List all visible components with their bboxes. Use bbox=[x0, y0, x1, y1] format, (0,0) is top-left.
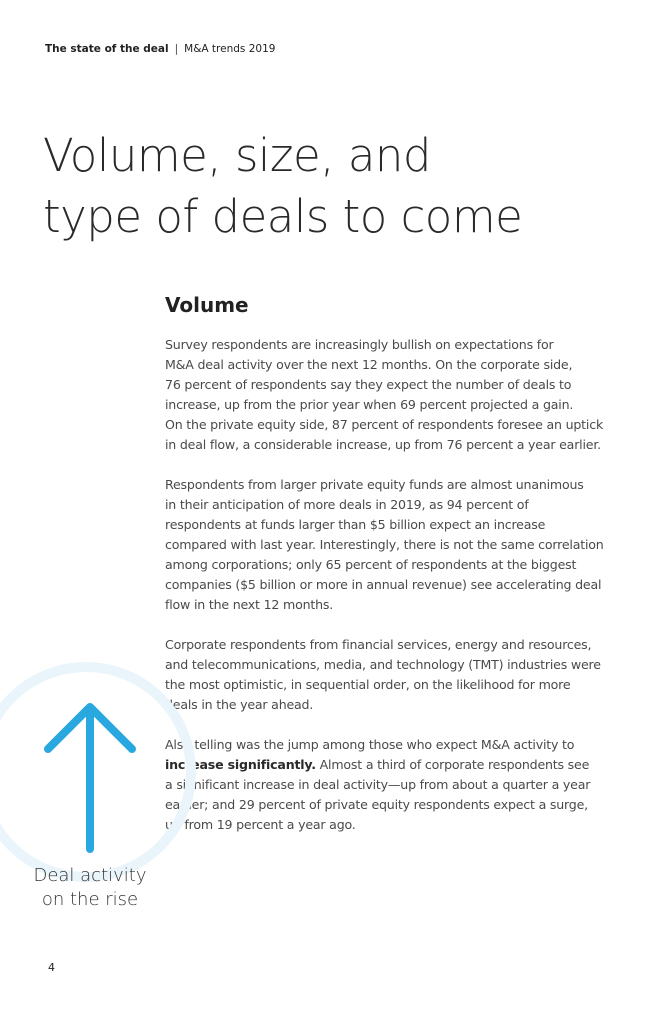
caption-line-1: Deal activity bbox=[33, 865, 147, 886]
header-separator: | bbox=[174, 43, 179, 55]
paragraph-1 bbox=[165, 335, 620, 455]
report-title: The state of the deal bbox=[45, 43, 169, 55]
page-title-line-2: type of deals to come bbox=[43, 190, 523, 243]
text-line: Respondents from larger private equity funds are almost unanimous bbox=[165, 477, 584, 492]
text-line bbox=[165, 755, 620, 775]
text-line: in deal flow, a considerable increase, up from 76 percent a year earlier. bbox=[165, 437, 601, 452]
running-header bbox=[45, 43, 275, 55]
callout-caption bbox=[20, 864, 160, 912]
text-line: Corporate respondents from financial services, energy and resources, bbox=[165, 637, 592, 652]
emphasis-text: increase significantly. bbox=[165, 757, 316, 772]
text-line: up from 19 percent a year ago. bbox=[165, 817, 356, 832]
text-line: a significant increase in deal activity—up from about a quarter a year bbox=[165, 777, 591, 792]
text-line: among corporations; only 65 percent of respondents at the biggest bbox=[165, 557, 577, 572]
paragraph-2 bbox=[165, 475, 620, 615]
text-line: Survey respondents are increasingly bullish on expectations for bbox=[165, 337, 554, 352]
arrow-up-icon bbox=[44, 703, 136, 853]
body-text bbox=[165, 335, 620, 855]
text-line: in their anticipation of more deals in 2019, as 94 percent of bbox=[165, 497, 529, 512]
page-title bbox=[43, 125, 522, 247]
section-heading: Volume bbox=[165, 293, 249, 317]
text-line: and telecommunications, media, and technology (TMT) industries were bbox=[165, 657, 601, 672]
report-subtitle: M&A trends 2019 bbox=[184, 43, 276, 55]
text-line: flow in the next 12 months. bbox=[165, 597, 334, 612]
caption-line-2: on the rise bbox=[41, 889, 139, 910]
text-line: 76 percent of respondents say they expect the number of deals to bbox=[165, 377, 572, 392]
page-title-line-1: Volume, size, and bbox=[43, 129, 431, 182]
text-line: On the private equity side, 87 percent of respondents foresee an uptick bbox=[165, 417, 604, 432]
text-line: compared with last year. Interestingly, there is not the same correlation bbox=[165, 537, 604, 552]
text-line: companies ($5 billion or more in annual revenue) see accelerating deal bbox=[165, 577, 602, 592]
text-line: the most optimistic, in sequential order, on the likelihood for more bbox=[165, 677, 571, 692]
text-line: increase, up from the prior year when 69 percent projected a gain. bbox=[165, 397, 574, 412]
page-number: 4 bbox=[48, 961, 55, 974]
text-line: deals in the year ahead. bbox=[165, 697, 314, 712]
paragraph-4 bbox=[165, 735, 620, 835]
text-run: Almost a third of corporate respondents see bbox=[315, 757, 590, 772]
paragraph-3 bbox=[165, 635, 620, 715]
text-line: M&A deal activity over the next 12 months. On the corporate side, bbox=[165, 357, 573, 372]
text-line: earlier; and 29 percent of private equity respondents expect a surge, bbox=[165, 797, 588, 812]
text-line: Also telling was the jump among those who expect M&A activity to bbox=[165, 737, 575, 752]
text-line: respondents at funds larger than $5 billion expect an increase bbox=[165, 517, 546, 532]
